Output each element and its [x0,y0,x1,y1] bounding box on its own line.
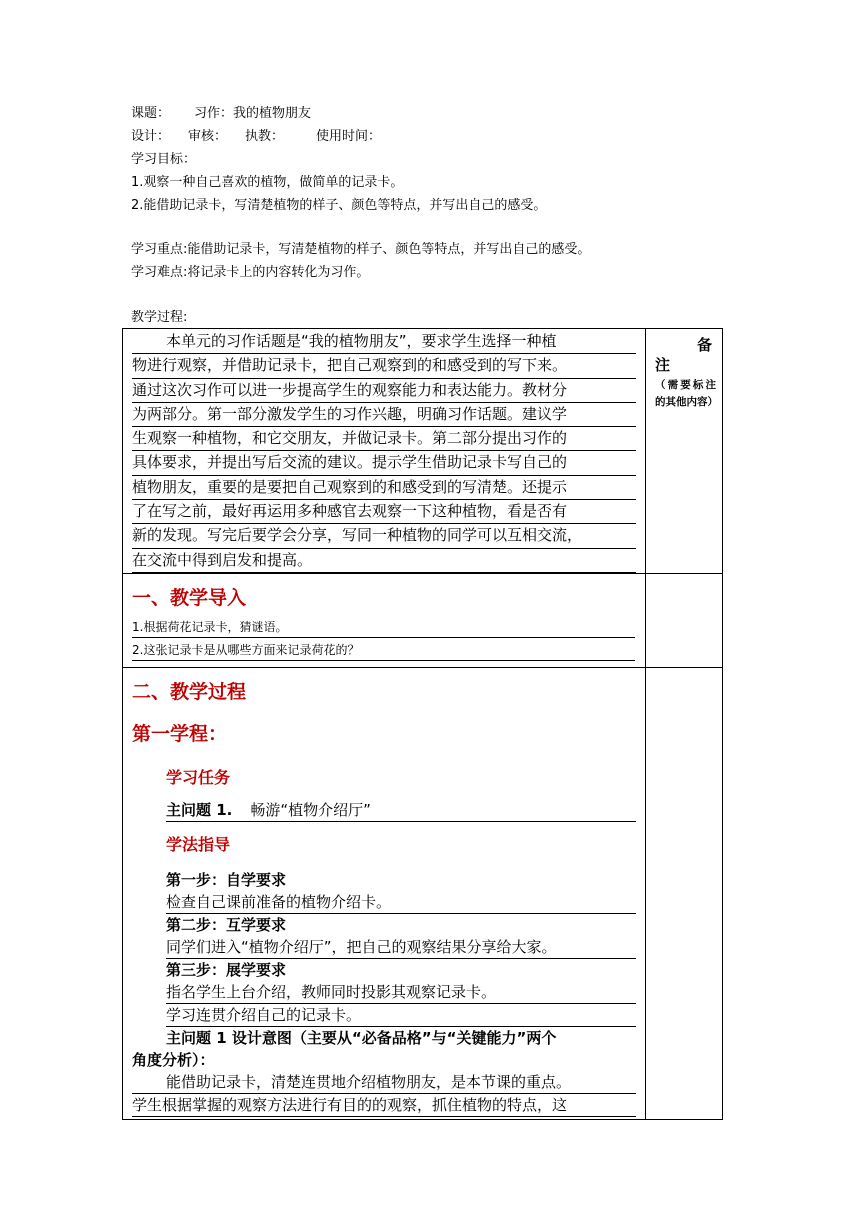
section1-cell [123,573,646,667]
design-label: 设计： [131,129,171,144]
remark-sub: （需要标注的其他内容） [655,379,718,408]
section2-cell [123,667,646,1119]
difficulty: 学习难点:将记录卡上的内容转化为习作。 [131,265,370,280]
intent-text-2: 学生根据掌握的观察方法进行有目的的观察，抓住植物的特点，这 [132,1094,636,1117]
intro-line: 具体要求，并提出写后交流的建议。提示学生借助记录卡写自己的 [132,451,636,475]
step1-title: 第一步：自学要求 [166,870,287,889]
section2-row [123,667,723,1119]
intent-title-2: 角度分析）： [132,1050,215,1069]
intro-line: 生观察一种植物，和它交朋友，并做记录卡。第二部分提出习作的 [132,427,636,451]
step1-text: 检查自己课前准备的植物介绍卡。 [166,891,636,914]
process-label: 教学过程: [131,310,188,325]
remark-empty-cell [646,667,723,1119]
topic-label: 课题： [131,106,171,121]
key-point: 学习重点:能借助记录卡，写清楚植物的样子、颜色等特点，并写出自己的感受。 [131,242,591,257]
section2-title: 二、教学过程 [132,680,247,703]
section1-title: 一、教学导入 [132,586,247,609]
meta-line [131,128,381,146]
intro-cell [123,329,646,574]
stage-title: 第一学程： [132,722,228,745]
lesson-table [122,328,723,1120]
remark-cell [646,329,723,574]
topic-line [131,105,311,123]
intro-line: 在交流中得到启发和提高。 [132,549,636,573]
teacher-label: 执教： [245,129,285,144]
q1-prefix: 主问题 1. [166,800,233,819]
task-label: 学习任务 [166,767,231,787]
intent-title-1: 主问题 1 设计意图（主要从“必备品格”与“关键能力”两个 [166,1028,557,1047]
goal-2: 2.能借助记录卡，写清楚植物的样子、颜色等特点，并写出自己的感受。 [131,198,547,213]
intro-line: 新的发现。写完后要学会分享，写同一种植物的同学可以互相交流， [132,524,636,548]
step2-text: 同学们进入“植物介绍厅”，把自己的观察结果分享给大家。 [166,936,636,959]
step3-title: 第三步：展学要求 [166,960,287,979]
review-label: 审核： [188,129,228,144]
remark-title-b: 注 [655,356,671,374]
intro-line: 物进行观察，并借助记录卡，把自己观察到的和感受到的写下来。 [132,354,636,378]
intro-line: 了在写之前，最好再运用多种感官去观察一下这种植物，看是否有 [132,500,636,524]
goals-label: 学习目标： [131,152,197,167]
q1-text: 畅游“植物介绍厅” [250,800,371,819]
intro-line: 本单元的习作话题是“我的植物朋友”，要求学生选择一种植 [132,330,636,354]
remark-empty-cell [646,573,723,667]
time-label: 使用时间： [316,129,382,144]
goal-1: 1.观察一种自己喜欢的植物，做简单的记录卡。 [131,175,404,190]
step3-text-2: 学习连贯介绍自己的记录卡。 [166,1004,636,1027]
section1-item-2: 2.这张记录卡是从哪些方面来记录荷花的？ [132,641,635,661]
main-question-1 [132,799,635,822]
step3-text-1: 指名学生上台介绍，教师同时投影其观察记录卡。 [166,981,636,1004]
intro-row [123,329,723,574]
topic-value: 习作：我的植物朋友 [194,106,312,121]
intro-text [123,329,645,573]
section1-row [123,573,723,667]
section1-item-1: 1.根据荷花记录卡，猜谜语。 [132,618,635,638]
method-label: 学法指导 [166,834,231,854]
intro-line: 通过这次习作可以进一步提高学生的观察能力和表达能力。教材分 [132,379,636,403]
remark-title-a: 备 [696,336,712,354]
intro-line: 植物朋友，重要的是要把自己观察到的和感受到的写清楚。还提示 [132,476,636,500]
step2-title: 第二步：互学要求 [166,915,287,934]
intent-text-1: 能借助记录卡，清楚连贯地介绍植物朋友，是本节课的重点。 [132,1071,636,1094]
intro-line: 为两部分。第一部分激发学生的习作兴趣，明确习作话题。建议学 [132,403,636,427]
